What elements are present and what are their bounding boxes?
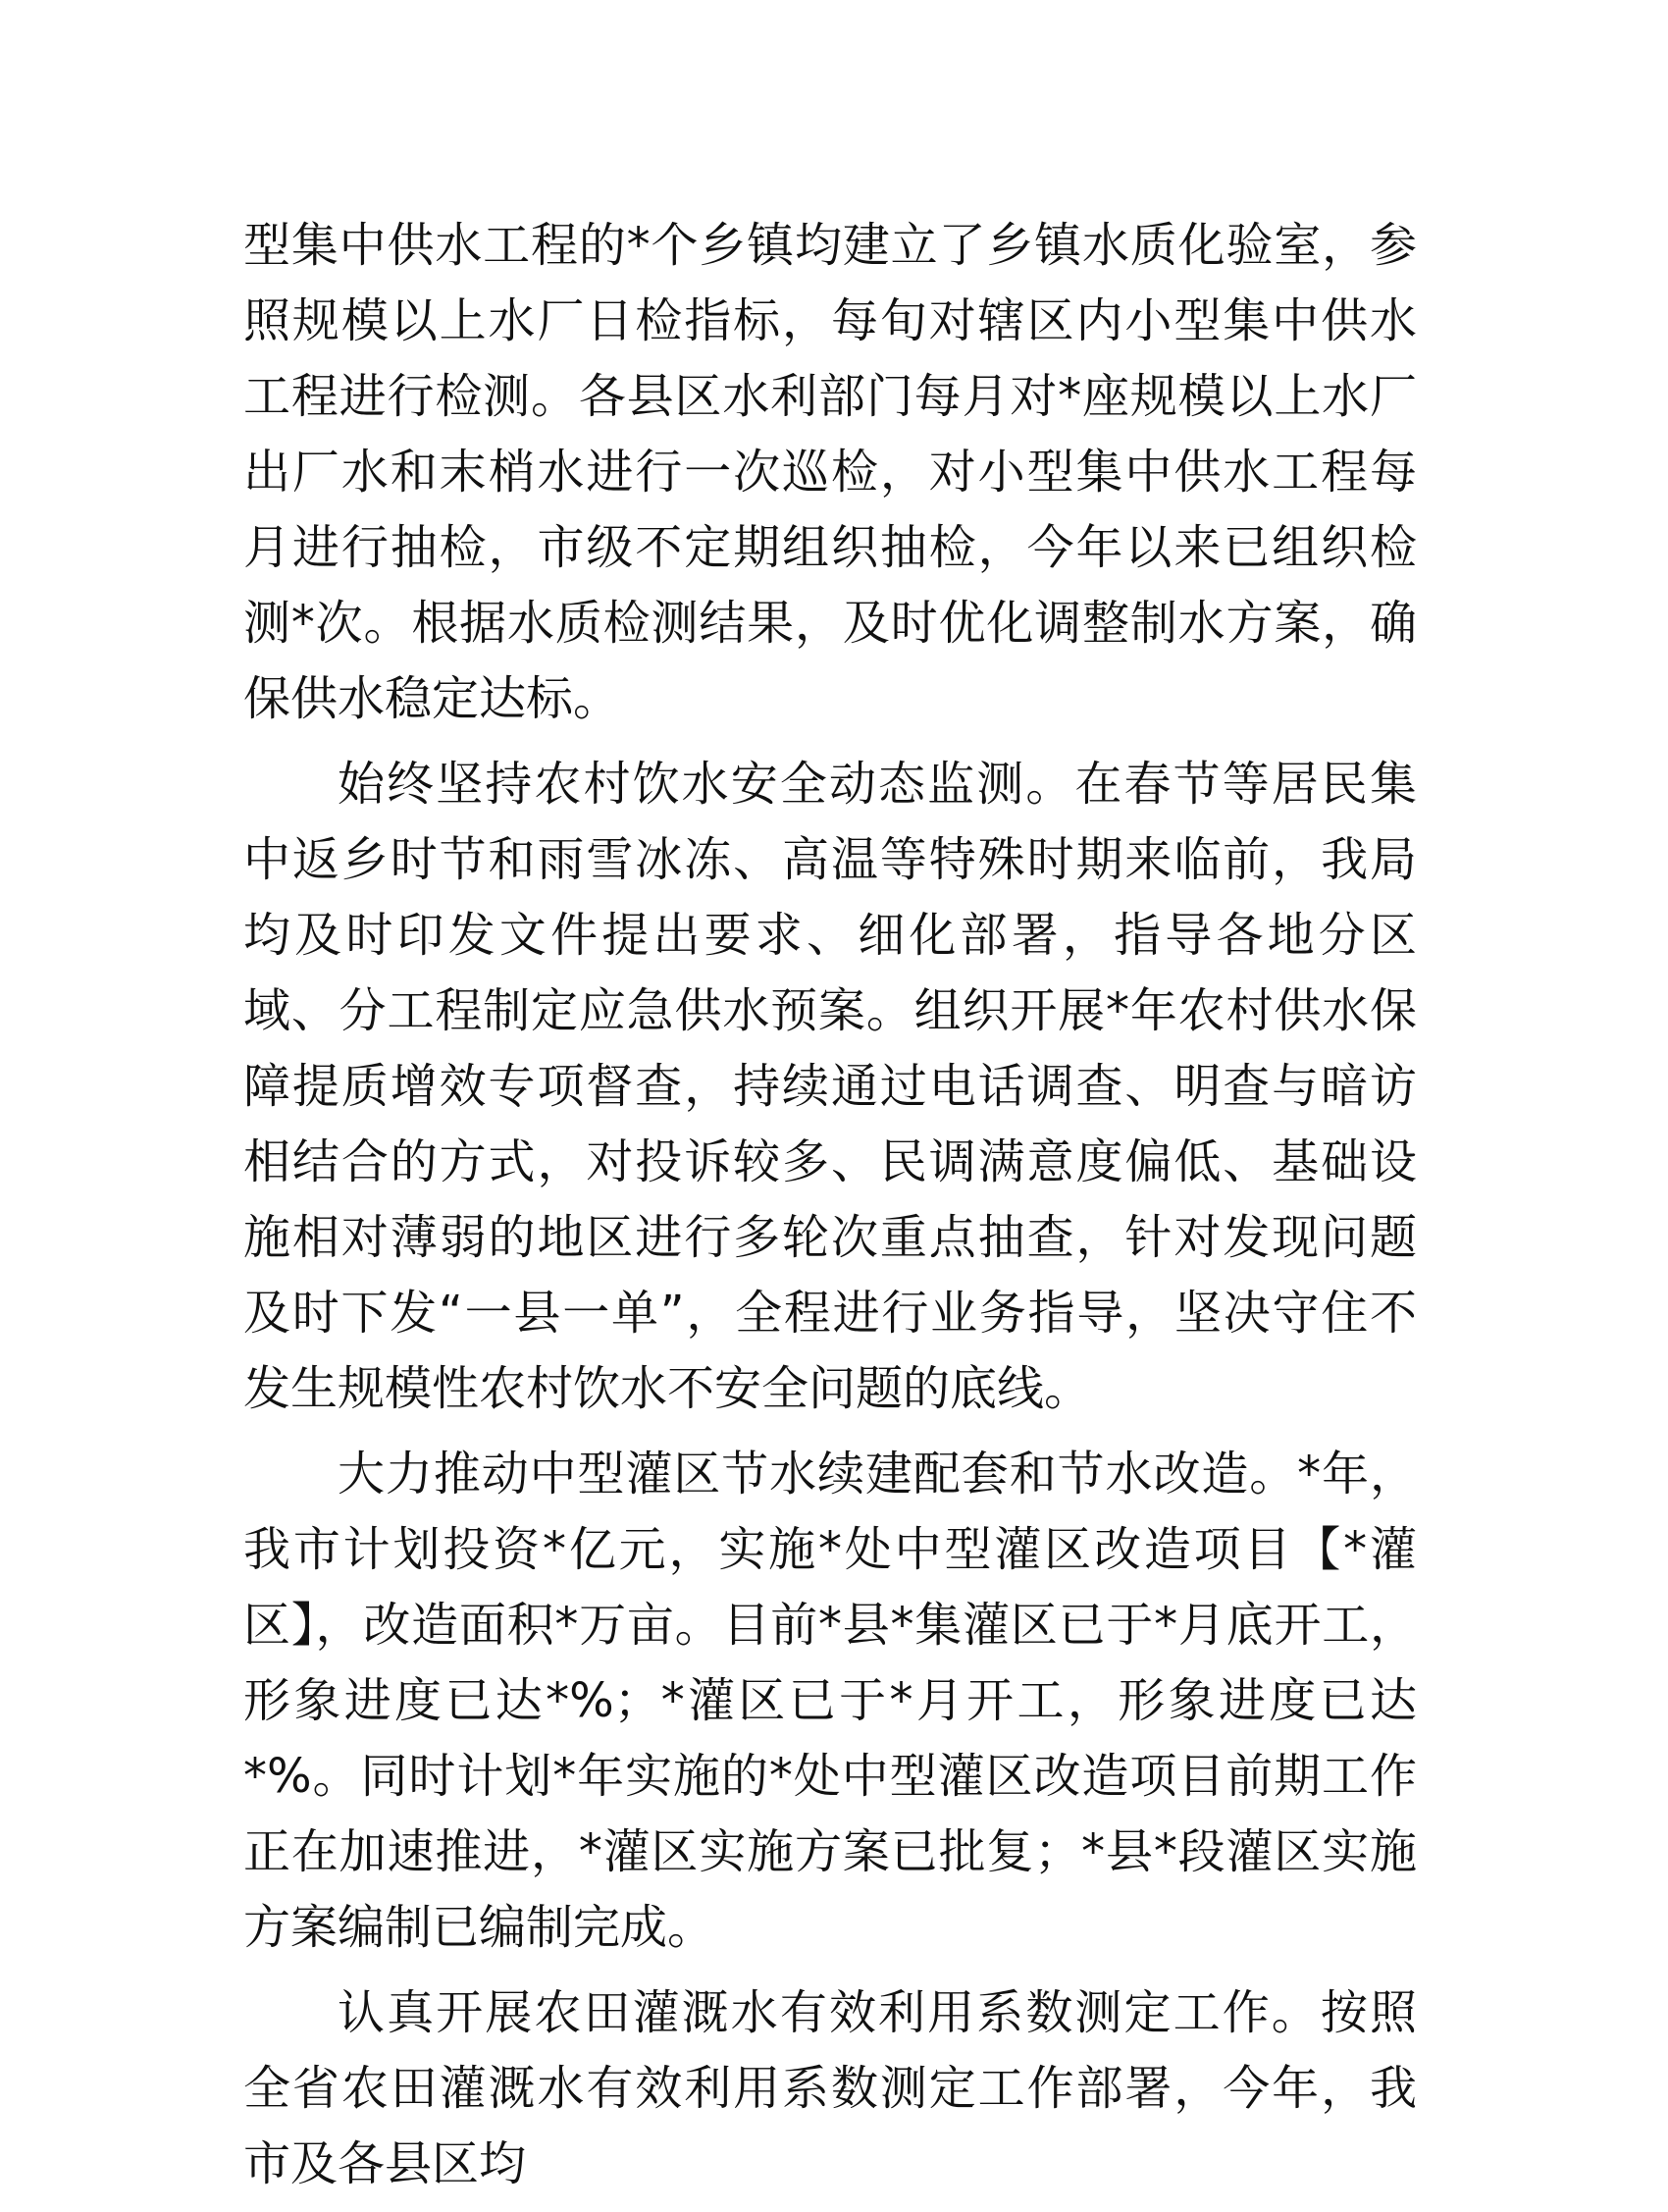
paragraph-irrigation-coefficient: 认真开展农田灌溉水有效利用系数测定工作。按照全省农田灌溉水有效利用系数测定工作部署，今年，我市及各县区均 [243, 1985, 1417, 2191]
paragraph-water-quality-testing: 型集中供水工程的*个乡镇均建立了乡镇水质化验室，参照规模以上水厂日检指标，每旬对辖区内小型集中供水工程进行检测。各县区水利部门每月对*座规模以上水厂出厂水和末梢水进行一次巡检，对小型集中供水工程每月进行抽检，市级不定期组织抽检，今年以来已组织检测*次。根据水质检测结果，及时优化调整制水方案，确保供水稳定达标。 [243, 218, 1417, 726]
paragraph-dynamic-monitoring: 始终坚持农村饮水安全动态监测。在春节等居民集中返乡时节和雨雪冰冻、高温等特殊时期来临前，我局均及时印发文件提出要求、细化部署，指导各地分区域、分工程制定应急供水预案。组织开展*年农村供水保障提质增效专项督查，持续通过电话调查、明查与暗访相结合的方式，对投诉较多、民调满意度偏低、基础设施相对薄弱的地区进行多轮次重点抽查，针对发现问题及时下发“一县一单”，全程进行业务指导，坚决守住不发生规模性农村饮水不安全问题的底线。 [243, 757, 1417, 1416]
document-body [243, 208, 1417, 2212]
paragraph-irrigation-renovation: 大力推动中型灌区节水续建配套和节水改造。*年，我市计划投资*亿元，实施*处中型灌区改造项目【*灌区】，改造面积*万亩。目前*县*集灌区已于*月底开工，形象进度已达*%；*灌区已于*月开工，形象进度已达*%。同时计划*年实施的*处中型灌区改造项目前期工作正在加速推进，*灌区实施方案已批复；*县*段灌区实施方案编制已编制完成。 [243, 1447, 1417, 1955]
